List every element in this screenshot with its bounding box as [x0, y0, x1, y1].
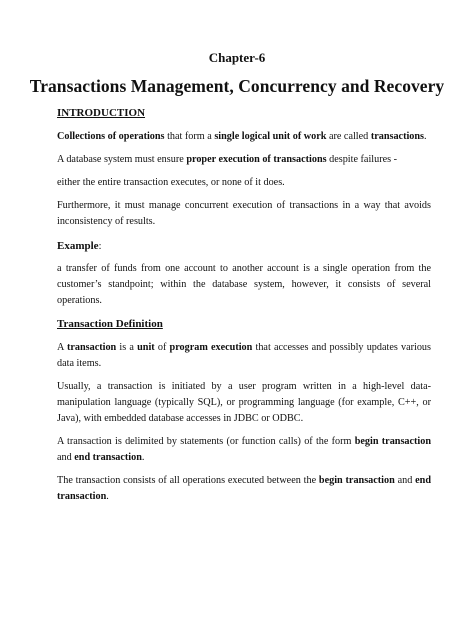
- intro-p2-bold-1: proper execution of transactions: [186, 154, 327, 165]
- def-p4-text-3: .: [106, 491, 109, 502]
- def-p4-bold-2: end transaction: [57, 475, 431, 502]
- example-paragraph: a transfer of funds from one account to another account is a single operation from the customer’s standpoint; within the database system, however, it consists of several operations.: [57, 263, 431, 306]
- definition-paragraph-3: [57, 434, 431, 466]
- def-p4-text-1: The transaction consists of all operations executed between the: [57, 475, 319, 486]
- intro-p1-text-1: that form a: [164, 131, 215, 142]
- definition-paragraph-4: [57, 473, 431, 505]
- intro-p1-bold-1: Collections of operations: [57, 131, 165, 142]
- definition-paragraph-2: Usually, a transaction is initiated by a user program written in a high-level data-manipulation language (typically SQL), or programming language (for example, C++, or Java), with embedded database accesses in JDBC or ODBC.: [57, 381, 431, 424]
- def-p1-text-2: is a: [116, 342, 138, 353]
- example-heading: [57, 238, 431, 255]
- chapter-title: Transactions Management, Concurrency and Recovery: [29, 76, 445, 96]
- def-p3-text-3: .: [141, 452, 145, 463]
- intro-p1-bold-2: single logical unit of work: [214, 131, 327, 142]
- document-body: [57, 103, 431, 505]
- def-p3-text-1: A transaction is delimited by statements (or function calls) of the form: [57, 436, 355, 447]
- introduction-heading-text: INTRODUCTION: [57, 107, 146, 119]
- def-p4-bold-1: begin transaction: [318, 475, 395, 486]
- intro-p1-bold-3: transactions: [370, 131, 425, 142]
- def-p1-text-1: A: [57, 342, 67, 353]
- def-p1-bold-2: unit: [137, 342, 155, 353]
- def-p4-text-2: and: [394, 475, 416, 486]
- chapter-label: Chapter-6: [208, 50, 266, 65]
- intro-paragraph-3: either the entire transaction executes, or none of it does.: [57, 177, 285, 188]
- intro-paragraph-2: [57, 152, 431, 168]
- intro-p2-text-1: A database system must ensure: [57, 154, 187, 165]
- definition-paragraph-1: [57, 340, 431, 372]
- def-p1-text-3: of: [154, 342, 170, 353]
- definition-heading: [57, 316, 431, 333]
- def-p3-text-2: and: [57, 452, 75, 463]
- intro-paragraph-4: Furthermore, it must manage concurrent execution of transactions in a way that avoids inconsistency of results.: [57, 200, 431, 227]
- example-label: Example: [57, 240, 99, 252]
- introduction-heading: [57, 105, 431, 122]
- example-colon: :: [98, 241, 102, 252]
- intro-p1-text-2: are called: [326, 131, 371, 142]
- def-p1-bold-1: transaction: [66, 342, 117, 353]
- intro-p1-text-3: .: [424, 131, 427, 142]
- intro-paragraph-1: [57, 129, 431, 145]
- def-p1-bold-3: program execution: [169, 342, 253, 353]
- def-p3-bold-2: end transaction: [74, 452, 142, 463]
- def-p1-text-4: that accesses and possibly updates various data items.: [57, 342, 431, 369]
- def-p3-bold-1: begin transaction: [354, 436, 432, 447]
- definition-heading-text: Transaction Definition: [57, 318, 163, 330]
- intro-p2-text-2: despite failures -: [326, 154, 398, 165]
